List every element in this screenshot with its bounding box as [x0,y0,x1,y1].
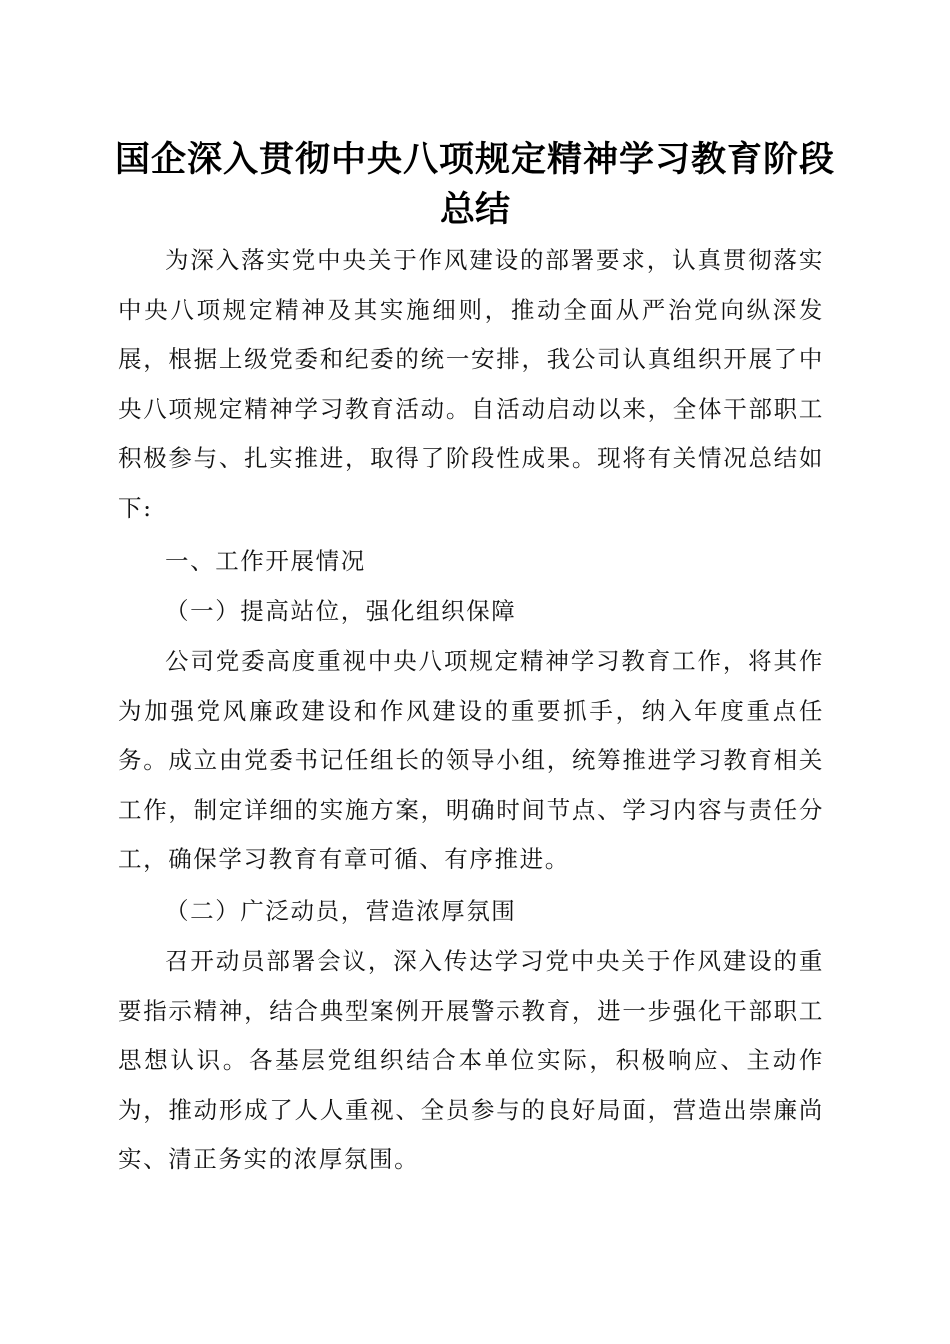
intro-paragraph: 为深入落实党中央关于作风建设的部署要求，认真贯彻落实中央八项规定精神及其实施细则，推动全面从严治党向纵深发展，根据上级党委和纪委的统一安排，我公司认真组织开展了中央八项规定精神学习教育活动。自活动启动以来，全体干部职工积极参与、扎实推进，取得了阶段性成果。现将有关情况总结如下: [118,246,824,522]
document-title-line-2: 总结 [439,189,510,230]
subsection-body-mobilization: 召开动员部署会议，深入传达学习党中央关于作风建设的重要指示精神，结合典型案例开展警示教育，进一步强化干部职工思想认识。各基层党组织结合本单位实际，积极响应、主动作为，推动形成了人人重视、全员参与的良好局面，营造出崇廉尚实、清正务实的浓厚氛围。 [118,947,824,1174]
subsection-body-organization: 公司党委高度重视中央八项规定精神学习教育工作，将其作为加强党风廉政建设和作风建设的重要抓手，纳入年度重点任务。成立由党委书记任组长的领导小组，统筹推进学习教育相关工作，制定详细的实施方案，明确时间节点、学习内容与责任分工，确保学习教育有章可循、有序推进。 [118,647,824,874]
section-heading-work-progress: 一、工作开展情况 [165,547,366,575]
subsection-heading-mobilization: （二）广泛动员，营造浓厚氛围 [165,897,517,925]
document-title-line-1: 国企深入贯彻中央八项规定精神学习教育阶段 [114,139,835,180]
subsection-heading-organization: （一）提高站位，强化组织保障 [165,597,517,625]
